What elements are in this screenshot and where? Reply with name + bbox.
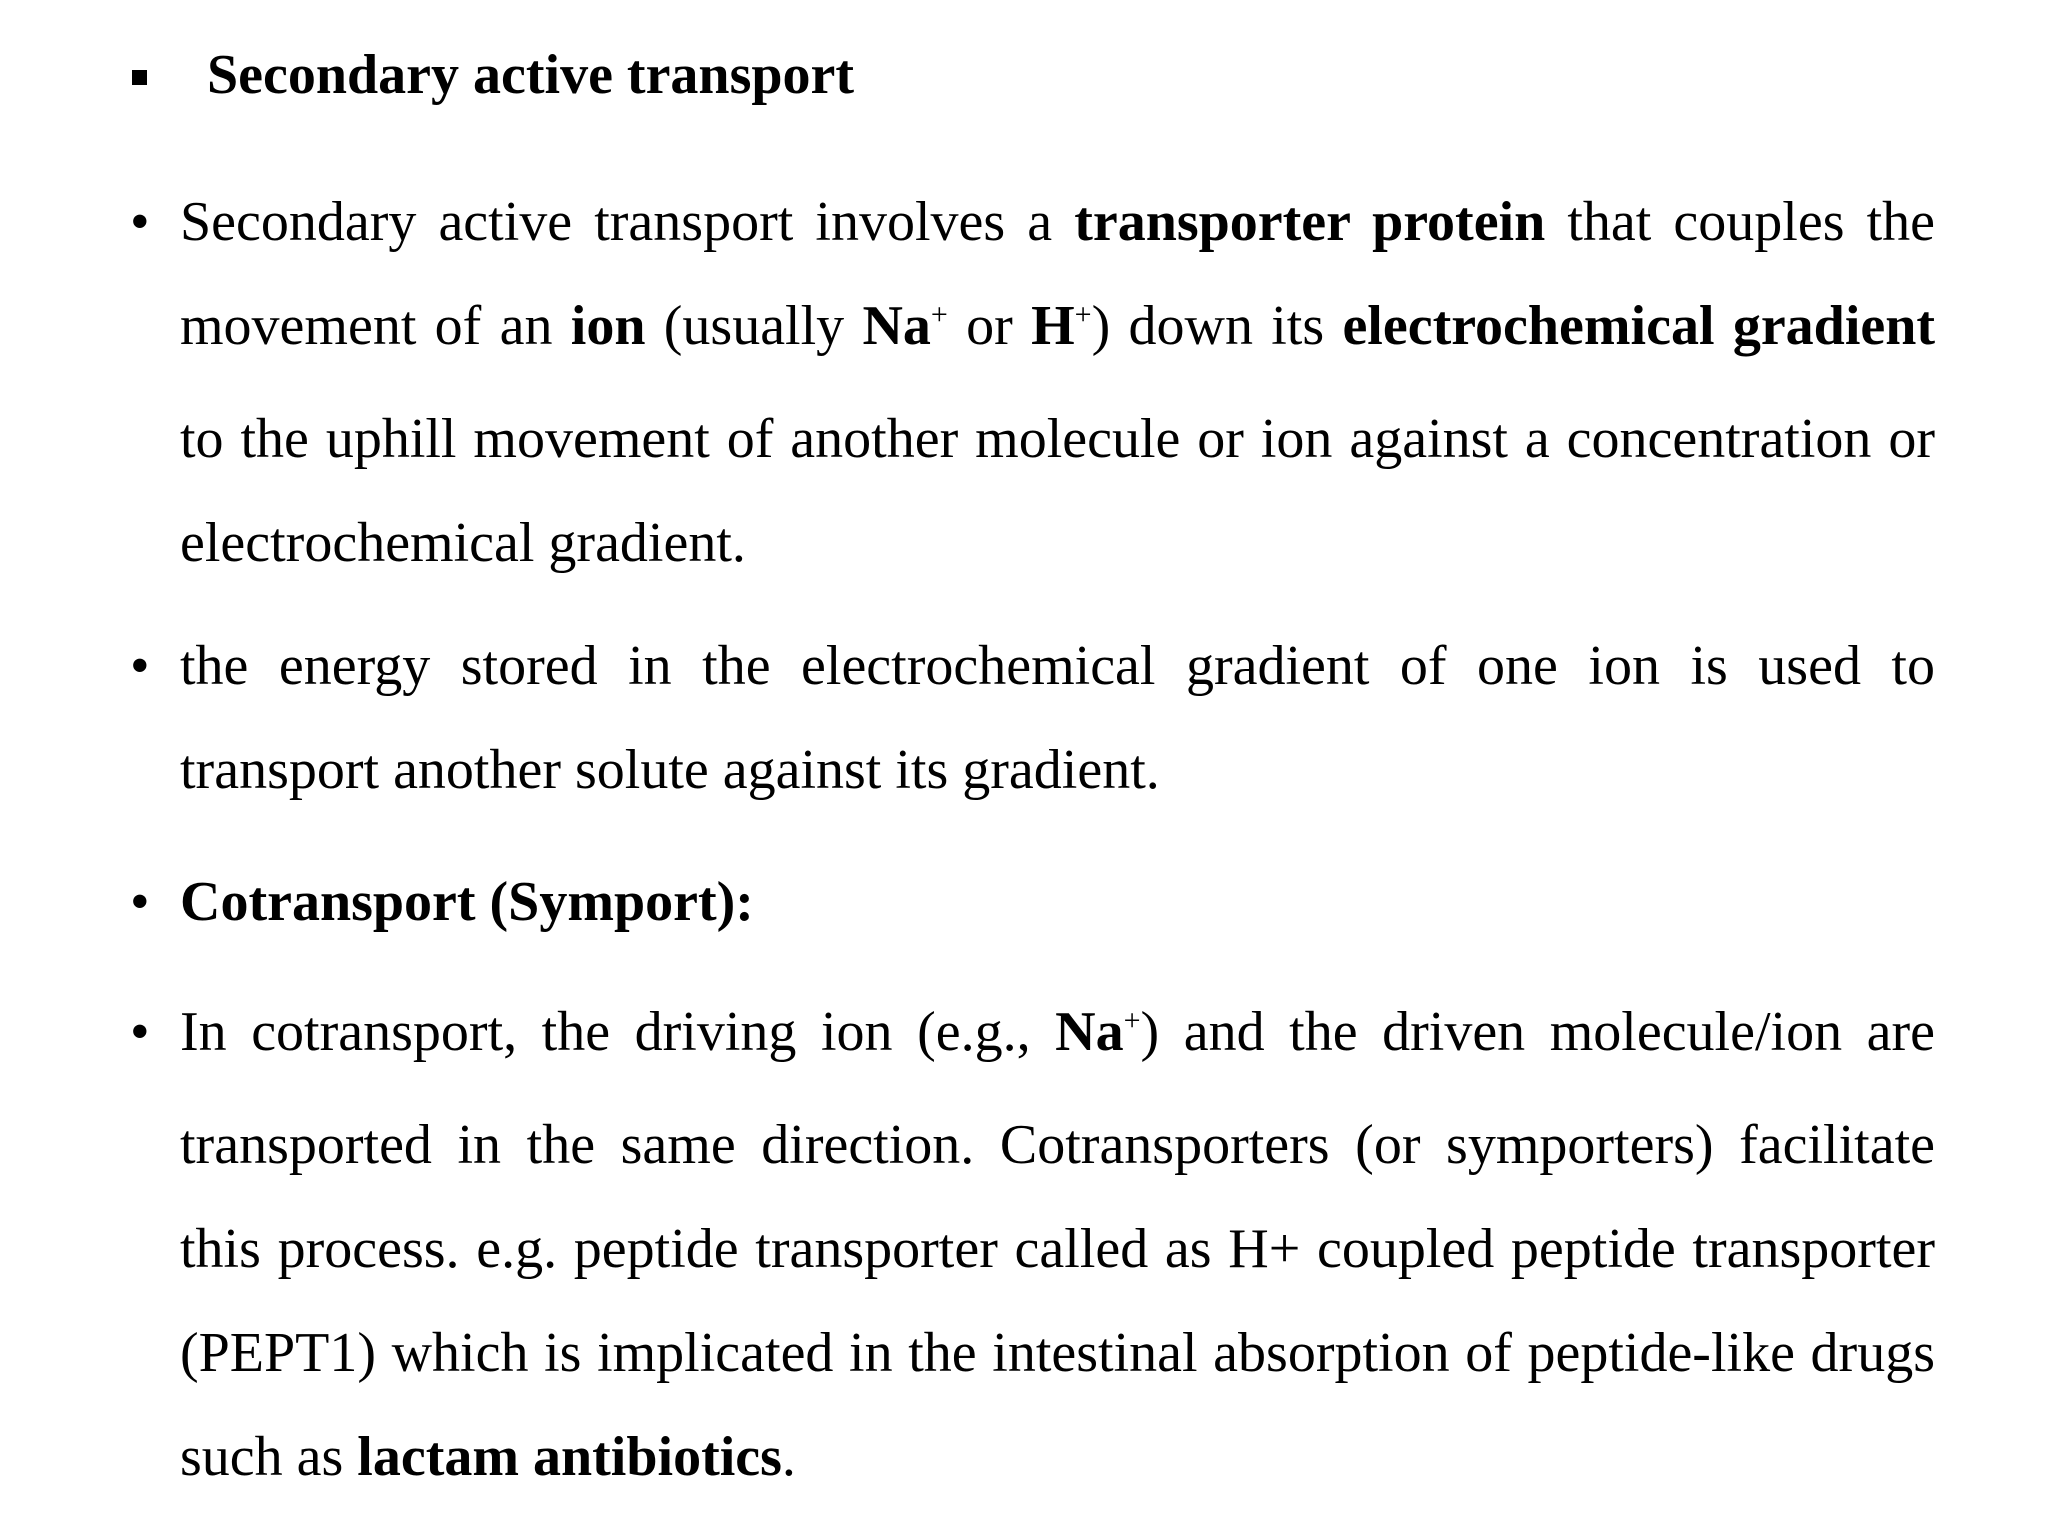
p1-superscript-2: + xyxy=(1074,298,1092,331)
p2-text: the energy stored in the electrochemical gradient of one ion is used to transport another solute against its gradient. xyxy=(180,635,1935,801)
p1-bold-na: Na xyxy=(862,295,931,357)
p1-bold-ion: ion xyxy=(570,295,646,357)
p1-bold-transporter-protein: transporter protein xyxy=(1074,191,1546,253)
p1-text-5: ) down its xyxy=(1091,295,1343,357)
bullet-dot-icon: • xyxy=(130,635,150,697)
bullet-dot-icon: • xyxy=(130,191,150,253)
p1-text-3: (usually xyxy=(645,295,863,357)
p4-text-1: In cotransport, the driving ion (e.g., xyxy=(180,1001,1056,1063)
p4-superscript-1: + xyxy=(1123,1004,1141,1037)
bullet-paragraph-2 xyxy=(130,614,1935,822)
p1-text-4: or xyxy=(947,295,1032,357)
p1-text-6: to the uphill movement of another molecule or ion against a concentration or electrochemical gradient. xyxy=(180,408,1935,574)
bullet-paragraph-1 xyxy=(130,170,1936,595)
p1-text-1: Secondary active transport involves a xyxy=(180,191,1075,253)
p1-bold-h: H xyxy=(1031,295,1075,357)
heading-title: Secondary active transport xyxy=(207,44,855,106)
square-bullet-icon xyxy=(132,70,147,85)
p4-text-3: . xyxy=(781,1426,796,1488)
p1-bold-electrochemical-gradient: electrochemical gradient xyxy=(1342,295,1936,357)
bullet-paragraph-3 xyxy=(130,850,1935,954)
p1-text-2: that couples the movement of an xyxy=(180,191,1935,357)
p4-text-2: ) and the driven molecule/ion are transported in the same direction. Cotransporters (or symporters) facilitate this process. e.g. peptide transporter called as H+ coupled peptide transporter (PEPT1) which is implicated in the intestinal absorption of peptide-like drugs such as xyxy=(180,1001,1936,1488)
bullet-dot-icon: • xyxy=(130,871,150,933)
bullet-paragraph-4 xyxy=(130,980,1936,1509)
p4-bold-lactam-antibiotics: lactam antibiotics xyxy=(357,1426,782,1488)
bullet-dot-icon: • xyxy=(130,1001,150,1063)
p4-bold-na: Na xyxy=(1055,1001,1124,1063)
section-heading xyxy=(132,40,854,110)
p3-bold-cotransport: Cotransport (Symport): xyxy=(180,871,754,933)
p1-superscript-1: + xyxy=(930,298,948,331)
